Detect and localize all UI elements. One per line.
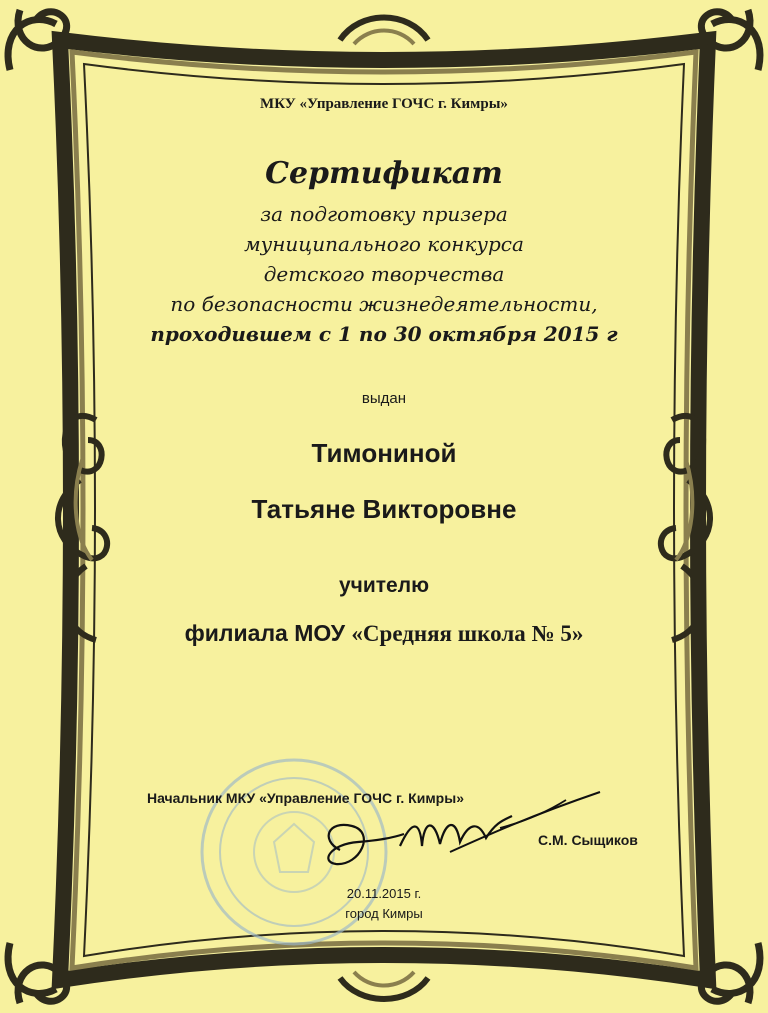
recipient-position: учителю: [338, 574, 430, 597]
purpose-line-1: за подготовку призера: [260, 202, 508, 226]
bottom-center-ornament: [340, 972, 428, 999]
branch-prefix: филиала МОУ: [184, 620, 352, 646]
recipient-name: Татьяне Викторовне: [251, 494, 517, 524]
issue-date: 20.11.2015 г.: [346, 886, 422, 901]
recipient-branch: [0, 620, 768, 647]
organization-header: МКУ «Управление ГОЧС г. Кимры»: [260, 96, 508, 112]
top-center-ornament: [340, 18, 428, 45]
chief-title: Начальник МКУ «Управление ГОЧС г. Кимры»: [147, 790, 464, 806]
branch-school: «Средняя школа № 5»: [351, 621, 584, 646]
recipient-surname: Тимониной: [311, 438, 457, 468]
certificate-title: Сертификат: [265, 156, 503, 191]
issue-city: город Кимры: [345, 906, 423, 921]
purpose-line-4: по безопасности жизнедеятельности,: [170, 292, 598, 316]
signer-name: С.М. Сыщиков: [538, 832, 638, 848]
issued-label: выдан: [361, 390, 407, 407]
purpose-line-3: детского творчества: [263, 262, 505, 286]
purpose-line-2: муниципального конкурса: [244, 232, 524, 256]
purpose-line-5: проходившем с 1 по 30 октября 2015 г: [150, 322, 618, 346]
